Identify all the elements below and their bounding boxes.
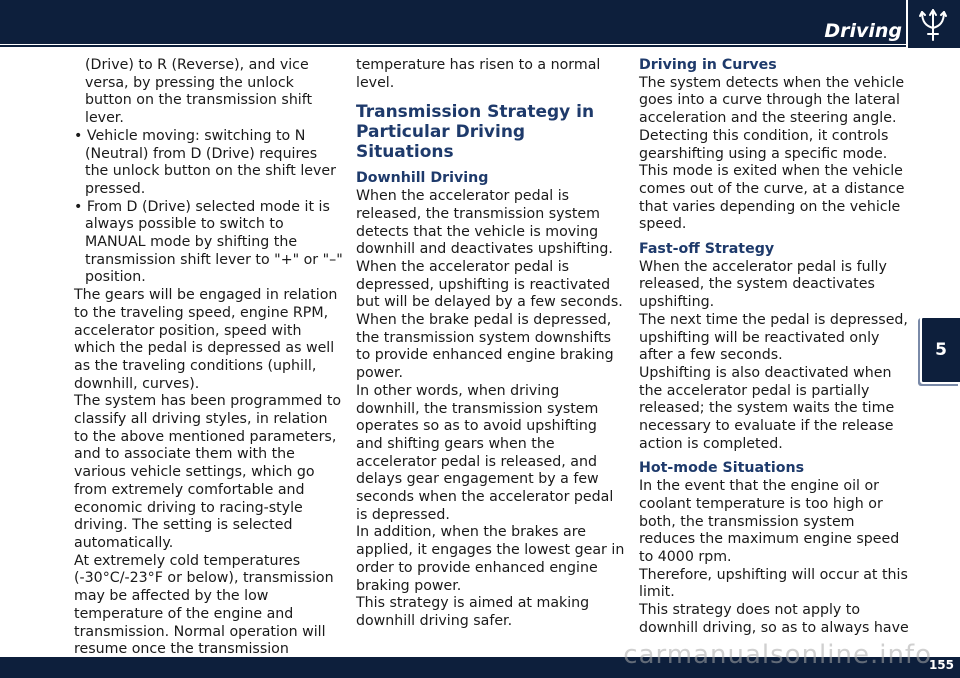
trident-icon [916, 6, 950, 42]
paragraph: When the accelerator pedal is released, the transmission system detects that the vehicle is moving downhill and deactivates upshifting. [356, 188, 613, 258]
bullet-item: • From D (Drive) selected mode it is always possible to switch to MANUAL mode by shifting the transmission shift lever to "+" or "–" position. [74, 198, 343, 286]
paragraph: When the brake pedal is depressed, the transmission system downshifts to provide enhanced engine braking power. [356, 312, 614, 382]
watermark: carmanualsonline.info [623, 640, 932, 670]
column-1 [74, 57, 344, 659]
paragraph: When the accelerator pedal is depressed, upshifting is reactivated but will be delayed by a few seconds. [356, 258, 623, 311]
paragraph: The next time the pedal is depressed, upshifting will be reactivated only after a few seconds. [639, 311, 908, 364]
chapter-tab: 5 [920, 316, 960, 384]
paragraph: When the accelerator pedal is fully released, the system deactivates upshifting. [639, 258, 887, 311]
paragraph: (Drive) to R (Reverse), and vice versa, by pressing the unlock button on the transmission shift lever. [85, 57, 313, 127]
section-heading: Transmission Strategy in Particular Driving Situations [356, 102, 595, 163]
subheading: Hot-mode Situations [639, 460, 805, 477]
subheading: Driving in Curves [639, 57, 777, 73]
subheading: Fast-off Strategy [639, 241, 775, 258]
column-3 [639, 57, 909, 638]
paragraph: At extremely cold temperatures (-30°C/-23°F or below), transmission may be affected by the low temperature of the engine and transmission. Normal operation will resume once the transmission [74, 552, 334, 658]
paragraph: Therefore, upshifting will occur at this limit. [639, 566, 908, 601]
header-rule [0, 45, 920, 47]
column-2 [356, 57, 626, 631]
paragraph: This strategy does not apply to downhill driving, so as to always have [639, 602, 909, 636]
paragraph: In other words, when driving downhill, the transmission system operates so as to avoid upshifting and shifting gears when the accelerator pedal is released, and delays gear engagement by a few seconds when the accelerator pedal is depressed. [356, 382, 614, 523]
subheading: Downhill Driving [356, 170, 489, 187]
paragraph: temperature has risen to a normal level. [356, 57, 601, 91]
paragraph: This strategy is aimed at making downhill driving safer. [356, 595, 590, 629]
paragraph: The system has been programmed to classify all driving styles, in relation to the above mentioned parameters, and to associate them with the various vehicle settings, which go from extremely comfortable and economic driving to racing-style driving. The setting is selected automatically. [74, 393, 342, 551]
header-bar [0, 0, 960, 44]
bullet-item: • Vehicle moving: switching to N (Neutral) from D (Drive) requires the unlock button on the shift lever pressed. [74, 127, 336, 197]
page-number: 155 [928, 658, 954, 672]
paragraph: Upshifting is also deactivated when the accelerator pedal is partially released; the system waits the time necessary to evaluate if the release action is completed. [639, 364, 895, 452]
paragraph: In the event that the engine oil or coolant temperature is too high or both, the transmission system reduces the maximum engine speed to 4000 rpm. [639, 478, 900, 565]
section-title: Driving [824, 20, 902, 42]
paragraph: In addition, when the brakes are applied, it engages the lowest gear in order to provide enhanced engine braking power. [356, 524, 625, 594]
paragraph: The gears will be engaged in relation to the traveling speed, engine RPM, accelerator position, speed with which the pedal is depressed as well as the traveling conditions (uphill, downhill, curves). [74, 287, 338, 392]
brand-logo [906, 0, 960, 48]
paragraph: The system detects when the vehicle goes into a curve through the lateral acceleration and the steering angle. Detecting this condition, it controls gearshifting using a specific mode. This mode is exited when the vehicle comes out of the curve, at a distance that varies depending on the vehicle speed. [639, 74, 905, 233]
